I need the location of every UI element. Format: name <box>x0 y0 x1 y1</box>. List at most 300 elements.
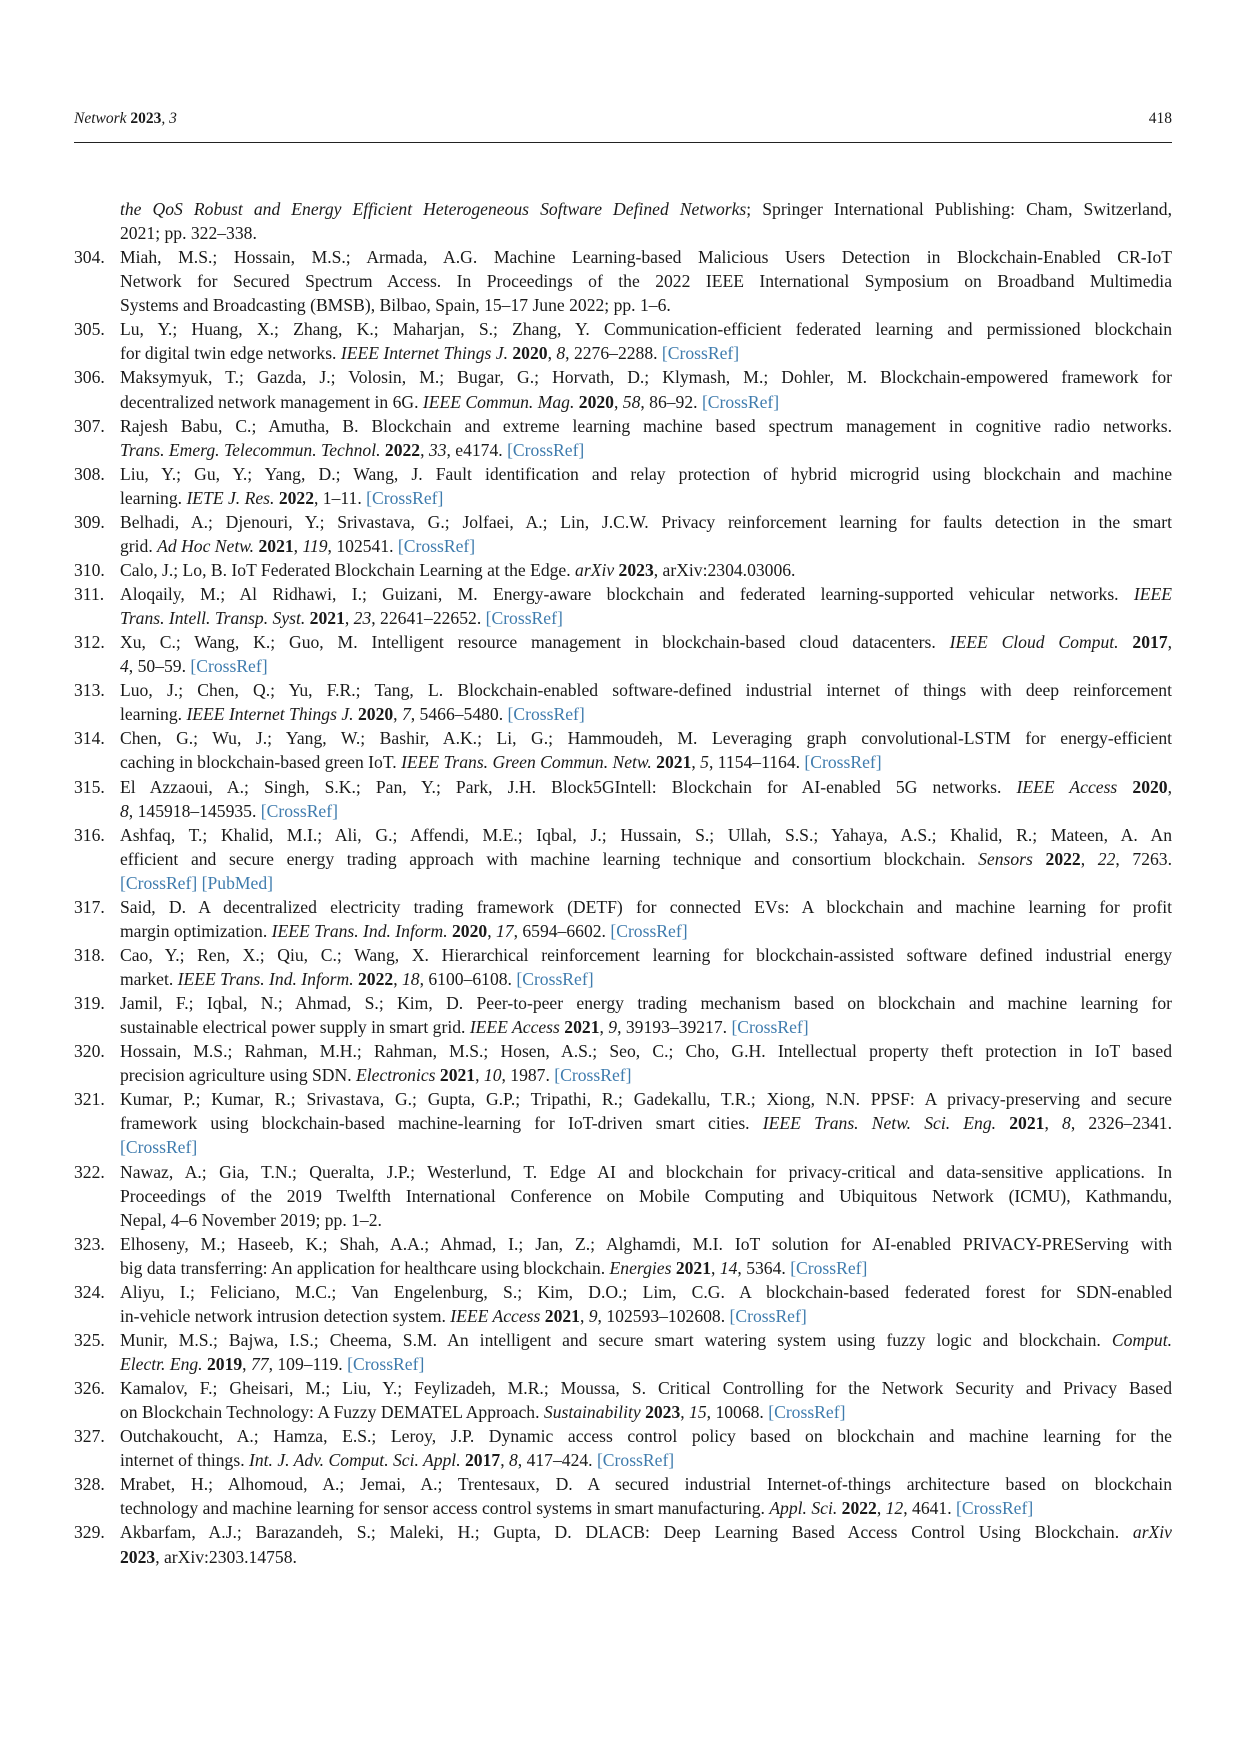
page-number: 418 <box>1148 110 1172 127</box>
reference-text: for digital twin edge networks. <box>120 343 341 364</box>
reference-line <box>120 871 1172 895</box>
journal-year: 2023 <box>130 110 162 127</box>
reference-text: Maksymyuk, T.; Gazda, J.; Volosin, M.; Bugar, G.; Horvath, D.; Klymash, M.; Dohler, M. Blockchain-empowered framework for <box>120 367 1172 388</box>
italic-text: 8 <box>508 1450 518 1471</box>
journal-volume: , 3 <box>161 110 177 127</box>
reference-line <box>120 1520 1172 1544</box>
italic-text: 12 <box>885 1498 904 1519</box>
crossref-link[interactable]: [CrossRef] <box>729 1305 807 1326</box>
reference-text: Chen, G.; Wu, J.; Yang, W.; Bashir, A.K.; Li, G.; Hammoudeh, M. Leveraging graph convolutional-LSTM for energy-efficient <box>120 728 1172 749</box>
reference-text: , 10068. <box>706 1402 769 1423</box>
reference-item <box>74 582 1172 630</box>
reference-line <box>120 1545 1172 1569</box>
reference-number: 305. <box>74 319 105 340</box>
reference-item <box>74 1232 1172 1280</box>
crossref-link[interactable]: [CrossRef] <box>120 872 198 893</box>
reference-line <box>120 414 1172 438</box>
italic-text: IEEE Access <box>450 1305 541 1326</box>
italic-text: 8 <box>1062 1113 1071 1134</box>
reference-text: Systems and Broadcasting (BMSB), Bilbao, Spain, 15–17 June 2022; pp. 1–6. <box>120 295 671 316</box>
reference-line <box>120 847 1172 871</box>
reference-line <box>120 510 1172 534</box>
italic-text: 15 <box>689 1402 707 1423</box>
reference-text: , e4174. <box>446 439 508 460</box>
reference-text: , <box>393 704 402 725</box>
italic-text: Comput. <box>1111 1329 1172 1350</box>
reference-line <box>120 582 1172 606</box>
italic-text: Trans. Intell. Transp. Syst. <box>120 608 306 629</box>
italic-text: 119 <box>302 535 328 556</box>
reference-text: , <box>242 1354 251 1374</box>
reference-text: ; Springer International Publishing: Cham, Switzerland, <box>746 199 1172 219</box>
reference-number: 316. <box>74 824 105 845</box>
reference-line <box>120 1280 1172 1304</box>
reference-line <box>120 1087 1172 1111</box>
reference-line <box>120 1039 1172 1063</box>
reference-text: , 102541. <box>327 535 398 556</box>
reference-text: , <box>1167 632 1173 653</box>
reference-text: , <box>1167 776 1172 797</box>
reference-item <box>74 630 1172 678</box>
reference-text: , 50–59. <box>128 656 191 677</box>
italic-text: IEEE Commun. Mag. <box>422 391 575 412</box>
reference-text: Lu, Y.; Huang, X.; Zhang, K.; Maharjan, S.; Zhang, Y. Communication-efficient federated learning and permissioned blockchain <box>120 319 1172 340</box>
reference-line <box>120 919 1172 943</box>
reference-text: , 1987. <box>501 1065 555 1086</box>
reference-line <box>120 1376 1172 1400</box>
reference-line <box>120 221 1172 245</box>
crossref-link[interactable]: [CrossRef] <box>701 391 780 412</box>
reference-text: , 1–11. <box>314 487 367 508</box>
reference-line <box>120 197 1172 221</box>
bold-year: 2023 <box>618 559 654 580</box>
crossref-link[interactable]: [CrossRef] <box>397 535 476 556</box>
reference-text: Network for Secured Spectrum Access. In Proceedings of the 2022 IEEE International Symposium on Broadband Multimedia <box>120 271 1172 292</box>
reference-number: 321. <box>74 1089 105 1110</box>
reference-item <box>74 943 1172 991</box>
italic-text: Energies <box>609 1257 672 1278</box>
reference-text: Kumar, P.; Kumar, R.; Srivastava, G.; Gupta, G.P.; Tripathi, R.; Gadekallu, T.R.; Xiong, N.N. PPSF: A privacy-preserving and secure <box>120 1089 1172 1110</box>
reference-number: 320. <box>74 1041 105 1062</box>
italic-text: 22 <box>1097 848 1116 869</box>
italic-text: Int. J. Adv. Comput. Sci. Appl. <box>249 1450 461 1471</box>
reference-text: Luo, J.; Chen, Q.; Yu, F.R.; Tang, L. Blockchain-enabled software-defined industrial internet of things with deep reinforcement <box>120 680 1172 701</box>
bold-year: 2020 <box>512 343 548 364</box>
reference-item <box>74 197 1172 245</box>
bold-year: 2020 <box>1132 776 1168 797</box>
reference-line <box>120 486 1172 510</box>
italic-text: IEEE <box>1133 584 1172 604</box>
reference-text: , <box>475 1065 484 1086</box>
italic-text: 77 <box>250 1354 269 1374</box>
reference-text: , <box>393 969 402 989</box>
italic-text: 5 <box>700 752 709 773</box>
reference-number: 328. <box>74 1474 105 1495</box>
italic-text: 8 <box>120 800 129 821</box>
reference-number: 304. <box>74 247 105 268</box>
reference-item <box>74 823 1172 895</box>
reference-number: 313. <box>74 680 105 701</box>
reference-text: sustainable electrical power supply in smart grid. <box>120 1017 470 1038</box>
reference-item <box>74 1039 1172 1087</box>
italic-text: IEEE Access <box>1016 776 1118 797</box>
reference-line <box>120 1111 1172 1135</box>
reference-line <box>120 558 1172 582</box>
reference-line <box>120 678 1172 702</box>
reference-line <box>120 269 1172 293</box>
italic-text: 4 <box>120 656 129 677</box>
reference-line <box>120 365 1172 389</box>
header-rule <box>74 142 1172 143</box>
reference-text: , 4641. <box>903 1498 956 1519</box>
reference-item <box>74 726 1172 774</box>
reference-line <box>120 341 1172 365</box>
bold-year: 2021 <box>544 1305 580 1326</box>
crossref-link[interactable]: [CrossRef] <box>790 1257 868 1278</box>
bold-year: 2021 <box>439 1065 476 1086</box>
italic-text: Appl. Sci. <box>769 1498 838 1519</box>
reference-item <box>74 678 1172 726</box>
crossref-link[interactable]: [CrossRef] <box>260 800 338 821</box>
reference-item <box>74 1328 1172 1376</box>
reference-text: , arXiv:2304.03006. <box>653 559 796 580</box>
reference-text: Akbarfam, A.J.; Barazandeh, S.; Maleki, H.; Gupta, D. DLACB: Deep Learning Based Access Control Using Blockchain. <box>120 1522 1133 1543</box>
reference-item <box>74 1424 1172 1472</box>
reference-text: , arXiv:2303.14758. <box>155 1546 297 1567</box>
reference-item <box>74 991 1172 1039</box>
reference-line <box>120 1256 1172 1280</box>
italic-text: Sensors <box>978 848 1033 869</box>
reference-number: 315. <box>74 776 105 797</box>
reference-number: 311. <box>74 584 105 604</box>
italic-text: 7 <box>401 704 411 725</box>
reference-list <box>74 197 1172 1569</box>
reference-text: Aloqaily, M.; Al Ridhawi, I.; Guizani, M. Energy-aware blockchain and federated learning-supported vehicular networks. <box>120 584 1134 604</box>
reference-line <box>120 823 1172 847</box>
crossref-link[interactable]: [CrossRef] <box>507 439 585 460</box>
reference-line <box>120 654 1172 678</box>
reference-text: internet of things. <box>120 1450 249 1471</box>
bold-year: 2023 <box>120 1546 156 1567</box>
reference-item <box>74 558 1172 582</box>
reference-text: learning. <box>120 487 187 508</box>
reference-line <box>120 991 1172 1015</box>
reference-text: Nawaz, A.; Gia, T.N.; Queralta, J.P.; Westerlund, T. Edge AI and blockchain for privacy-critical and data-sensitive applications. In <box>120 1161 1172 1182</box>
reference-number: 325. <box>74 1329 105 1350</box>
reference-text: , <box>876 1498 886 1519</box>
reference-number: 309. <box>74 511 105 532</box>
italic-text: IEEE Access <box>469 1017 560 1038</box>
reference-number: 317. <box>74 896 105 917</box>
reference-text: Hossain, M.S.; Rahman, M.H.; Rahman, M.S.; Hosen, A.S.; Seo, C.; Cho, G.H. Intellectual property theft protection in IoT based <box>120 1041 1172 1062</box>
italic-text: IETE J. Res. <box>186 487 275 508</box>
reference-line <box>120 462 1172 486</box>
reference-text: on Blockchain Technology: A Fuzzy DEMATEL Approach. <box>120 1402 544 1423</box>
reference-text: , 6100–6108. <box>419 969 517 989</box>
reference-text: big data transferring: An application for healthcare using blockchain. <box>120 1257 610 1278</box>
italic-text: Sustainability <box>543 1402 641 1423</box>
reference-text: Miah, M.S.; Hossain, M.S.; Armada, A.G. Machine Learning-based Malicious Users Detection in Blockchain-Enabled CR-IoT <box>120 247 1172 268</box>
reference-text: , 5364. <box>737 1257 791 1278</box>
bold-year: 2017 <box>465 1450 501 1471</box>
reference-line <box>120 1015 1172 1039</box>
reference-line <box>120 1208 1172 1232</box>
bold-year: 2019 <box>206 1354 243 1374</box>
crossref-link[interactable]: [CrossRef] <box>507 704 585 725</box>
reference-text: Cao, Y.; Ren, X.; Qiu, C.; Wang, X. Hierarchical reinforcement learning for blockchain-assisted software defined industrial energy <box>120 944 1172 965</box>
bold-year: 2022 <box>384 439 421 460</box>
bold-year: 2020 <box>452 920 488 941</box>
reference-line <box>120 750 1172 774</box>
bold-year: 2022 <box>841 1498 877 1519</box>
crossref-link[interactable]: [CrossRef] <box>485 608 563 629</box>
reference-text: , 86–92. <box>640 391 702 412</box>
reference-line <box>120 534 1172 558</box>
crossref-link[interactable]: [CrossRef] <box>768 1402 846 1423</box>
reference-text: Belhadi, A.; Djenouri, Y.; Srivastava, G.; Jolfaei, A.; Lin, J.C.W. Privacy reinforcement learning for faults detection in the smart <box>120 511 1172 532</box>
reference-text <box>1033 849 1046 869</box>
italic-text: Electronics <box>356 1065 436 1086</box>
reference-text: , <box>1080 848 1098 869</box>
reference-item <box>74 1087 1172 1159</box>
reference-item <box>74 414 1172 462</box>
reference-item <box>74 317 1172 365</box>
bold-year: 2022 <box>278 487 314 508</box>
italic-text: IEEE Trans. Ind. Inform. <box>177 969 354 989</box>
reference-line <box>120 702 1172 726</box>
italic-text: IEEE Trans. Green Commun. Netw. <box>401 752 652 773</box>
reference-line <box>120 1472 1172 1496</box>
italic-text: 33 <box>428 439 447 460</box>
reference-line <box>120 1135 1172 1159</box>
reference-line <box>120 1352 1172 1376</box>
reference-text: , <box>579 1305 589 1326</box>
italic-text: 14 <box>719 1257 738 1278</box>
reference-text: caching in blockchain-based green IoT. <box>120 752 402 773</box>
reference-number: 314. <box>74 728 105 749</box>
reference-text: technology and machine learning for sensor access control systems in smart manufacturing. <box>120 1498 770 1519</box>
crossref-link[interactable]: [CrossRef] <box>661 343 740 364</box>
reference-item <box>74 775 1172 823</box>
pubmed-link[interactable]: [PubMed] <box>201 872 273 893</box>
crossref-link[interactable]: [CrossRef] <box>516 969 594 989</box>
reference-line <box>120 1448 1172 1472</box>
reference-text: learning. <box>120 704 187 725</box>
reference-text: , <box>599 1017 609 1038</box>
reference-text <box>996 1113 1009 1133</box>
reference-item <box>74 510 1172 558</box>
reference-line <box>120 1496 1172 1520</box>
reference-text: framework using blockchain-based machine-learning for IoT-driven smart cities. <box>120 1113 763 1134</box>
reference-text: Jamil, F.; Iqbal, N.; Ahmad, S.; Kim, D. Peer-to-peer energy trading mechanism based on blockchain and machine learning for <box>120 993 1172 1014</box>
reference-text: El Azzaoui, A.; Singh, S.K.; Pan, Y.; Park, J.H. Block5GIntell: Blockchain for AI-enabled 5G networks. <box>120 776 1017 797</box>
reference-text: , 145918–145935. <box>128 800 261 821</box>
bold-year: 2022 <box>1045 848 1081 869</box>
italic-text: arXiv <box>1132 1522 1172 1543</box>
italic-text: IEEE Internet Things J. <box>186 704 354 725</box>
crossref-link[interactable]: [CrossRef] <box>804 752 882 773</box>
reference-number: 322. <box>74 1161 105 1182</box>
reference-text: Mrabet, H.; Alhomoud, A.; Jemai, A.; Trentesaux, D. A secured industrial Internet-of-things architecture based on blockchain <box>120 1474 1172 1495</box>
bold-year: 2023 <box>645 1402 681 1423</box>
reference-text: , 6594–6602. <box>513 920 611 941</box>
reference-text: market. <box>120 969 178 989</box>
reference-text: precision agriculture using SDN. <box>120 1065 357 1086</box>
reference-text: , <box>613 391 623 412</box>
reference-text: , 22641–22652. <box>371 608 486 629</box>
reference-text: , 1154–1164. <box>708 752 805 773</box>
reference-item <box>74 462 1172 510</box>
reference-text: Said, D. A decentralized electricity trading framework (DETF) for connected EVs: A blockchain and machine learning for profit <box>120 896 1172 917</box>
crossref-link[interactable]: [CrossRef] <box>596 1450 675 1471</box>
reference-line <box>120 775 1172 799</box>
reference-item <box>74 1160 1172 1232</box>
reference-item <box>74 1472 1172 1520</box>
reference-text: Munir, M.S.; Bajwa, I.S.; Cheema, S.M. An intelligent and secure smart watering system using fuzzy logic and blockchain. <box>120 1329 1112 1350</box>
reference-text: , <box>547 343 557 364</box>
italic-text: IEEE Cloud Comput. <box>949 632 1119 653</box>
bold-year: 2022 <box>358 969 394 989</box>
reference-text: Calo, J.; Lo, B. IoT Federated Blockchain Learning at the Edge. <box>120 559 576 580</box>
journal-name: Network <box>74 110 127 127</box>
reference-number: 323. <box>74 1233 105 1254</box>
reference-number: 324. <box>74 1281 105 1302</box>
reference-number: 312. <box>74 632 105 653</box>
reference-line <box>120 630 1172 654</box>
italic-text: IEEE Trans. Ind. Inform. <box>271 920 448 941</box>
italic-text: 10 <box>483 1065 502 1086</box>
reference-text: in-vehicle network intrusion detection system. <box>120 1305 451 1326</box>
italic-text: 18 <box>401 969 420 989</box>
reference-text: , 5466–5480. <box>410 704 508 725</box>
italic-text: Ad Hoc Netw. <box>157 535 255 556</box>
bold-year: 2021 <box>564 1017 600 1038</box>
reference-text: , <box>1044 1113 1063 1134</box>
reference-text: Proceedings of the 2019 Twelfth International Conference on Mobile Computing and Ubiquitous Network (ICMU), Kathmandu, <box>120 1185 1172 1206</box>
crossref-link[interactable]: [CrossRef] <box>366 487 444 508</box>
reference-number: 310. <box>74 559 105 580</box>
reference-text: efficient and secure energy trading approach with machine learning technique and consortium blockchain. <box>120 848 979 869</box>
italic-text: 9 <box>608 1017 618 1038</box>
reference-number: 329. <box>74 1522 105 1543</box>
reference-text: , 417–424. <box>517 1450 597 1471</box>
italic-text: Trans. Emerg. Telecommun. Technol. <box>120 439 381 460</box>
reference-line <box>120 1184 1172 1208</box>
reference-line <box>120 293 1172 317</box>
italic-text: IEEE Internet Things J. <box>340 343 508 364</box>
crossref-link[interactable]: [CrossRef] <box>610 920 688 941</box>
reference-line <box>120 390 1172 414</box>
reference-text: decentralized network management in 6G. <box>120 391 423 412</box>
reference-line <box>120 245 1172 269</box>
reference-item <box>74 1376 1172 1424</box>
italic-text: 17 <box>495 920 514 941</box>
bold-year: 2020 <box>578 391 614 412</box>
reference-text: , 102593–102608. <box>597 1305 730 1326</box>
reference-text: , 2326–2341. <box>1070 1113 1172 1134</box>
reference-line <box>120 1063 1172 1087</box>
reference-number: 307. <box>74 415 105 436</box>
reference-text: , 109–119. <box>268 1354 348 1374</box>
reference-text: Nepal, 4–6 November 2019; pp. 1–2. <box>120 1209 382 1230</box>
reference-text: 2021; pp. 322–338. <box>120 223 257 244</box>
reference-number: 318. <box>74 944 105 965</box>
reference-line <box>120 799 1172 823</box>
reference-line <box>120 1160 1172 1184</box>
running-header <box>74 110 1172 132</box>
crossref-link[interactable]: [CrossRef] <box>554 1065 632 1086</box>
bold-year: 2021 <box>1009 1113 1045 1134</box>
reference-item <box>74 895 1172 943</box>
reference-text: , <box>691 752 701 773</box>
bold-year: 2021 <box>258 535 294 556</box>
reference-text: , 7263. <box>1115 848 1173 869</box>
reference-line <box>120 1304 1172 1328</box>
reference-text: Rajesh Babu, C.; Amutha, B. Blockchain and extreme learning machine based spectrum management in cognitive radio networks. <box>120 415 1172 436</box>
crossref-link[interactable]: [CrossRef] <box>347 1354 425 1374</box>
italic-text: 23 <box>353 608 372 629</box>
italic-text: 9 <box>588 1305 598 1326</box>
reference-text: , <box>344 608 354 629</box>
reference-number: 327. <box>74 1426 105 1447</box>
reference-text: Aliyu, I.; Feliciano, M.C.; Van Engelenburg, S.; Kim, D.O.; Lim, C.G. A blockchain-based federated forest for SDN-enabled <box>120 1281 1172 1302</box>
bold-year: 2020 <box>357 704 394 725</box>
reference-text: , <box>500 1450 509 1471</box>
reference-text: , <box>293 535 303 556</box>
bold-year: 2017 <box>1132 632 1168 653</box>
reference-line <box>120 943 1172 967</box>
reference-item <box>74 245 1172 317</box>
reference-number: 326. <box>74 1378 105 1399</box>
reference-line <box>120 967 1172 991</box>
bold-year: 2021 <box>656 752 692 773</box>
crossref-link[interactable]: [CrossRef] <box>956 1498 1034 1519</box>
reference-text: Xu, C.; Wang, K.; Guo, M. Intelligent resource management in blockchain-based cloud datacenters. <box>120 632 950 653</box>
crossref-link[interactable]: [CrossRef] <box>120 1137 198 1158</box>
reference-text: , <box>711 1257 720 1278</box>
bold-year: 2021 <box>675 1257 712 1278</box>
reference-item <box>74 1520 1172 1568</box>
italic-text: 8 <box>556 343 566 364</box>
italic-text: IEEE Trans. Netw. Sci. Eng. <box>762 1113 997 1134</box>
reference-text: , <box>420 439 429 460</box>
reference-line <box>120 317 1172 341</box>
reference-line <box>120 895 1172 919</box>
bold-year: 2021 <box>309 608 345 629</box>
italic-text: 58 <box>622 391 641 412</box>
reference-text: , <box>680 1402 690 1423</box>
italic-text: Electr. Eng. <box>120 1354 203 1374</box>
reference-text <box>1119 632 1133 652</box>
crossref-link[interactable]: [CrossRef] <box>731 1017 809 1038</box>
reference-number: 319. <box>74 993 105 1014</box>
reference-item <box>74 365 1172 413</box>
reference-line <box>120 1232 1172 1256</box>
reference-text: Elhoseny, M.; Haseeb, K.; Shah, A.A.; Ahmad, I.; Jan, Z.; Alghamdi, M.I. IoT solution for AI-enabled PRIVACY-PREServing with <box>120 1233 1172 1254</box>
italic-text: arXiv <box>575 559 615 580</box>
reference-text: Ashfaq, T.; Khalid, M.I.; Ali, G.; Affendi, M.E.; Iqbal, J.; Hussain, S.; Ullah, S.S.; Yahaya, A.S.; Khalid, R.; Mateen, A. An <box>120 824 1172 845</box>
reference-text: grid. <box>120 535 158 556</box>
reference-text: Kamalov, F.; Gheisari, M.; Liu, Y.; Feylizadeh, M.R.; Moussa, S. Critical Controlling for the Network Security and Privacy Based <box>120 1378 1172 1399</box>
reference-text: , 2276–2288. <box>565 343 662 364</box>
reference-line <box>120 438 1172 462</box>
italic-text: the QoS Robust and Energy Efficient Heterogeneous Software Defined Networks <box>120 199 747 219</box>
reference-item <box>74 1280 1172 1328</box>
crossref-link[interactable]: [CrossRef] <box>190 656 268 677</box>
reference-line <box>120 726 1172 750</box>
reference-text: Liu, Y.; Gu, Y.; Yang, D.; Wang, J. Fault identification and relay protection of hybrid microgrid using blockchain and machine <box>120 463 1172 484</box>
reference-text: , 39193–39217. <box>617 1017 732 1038</box>
